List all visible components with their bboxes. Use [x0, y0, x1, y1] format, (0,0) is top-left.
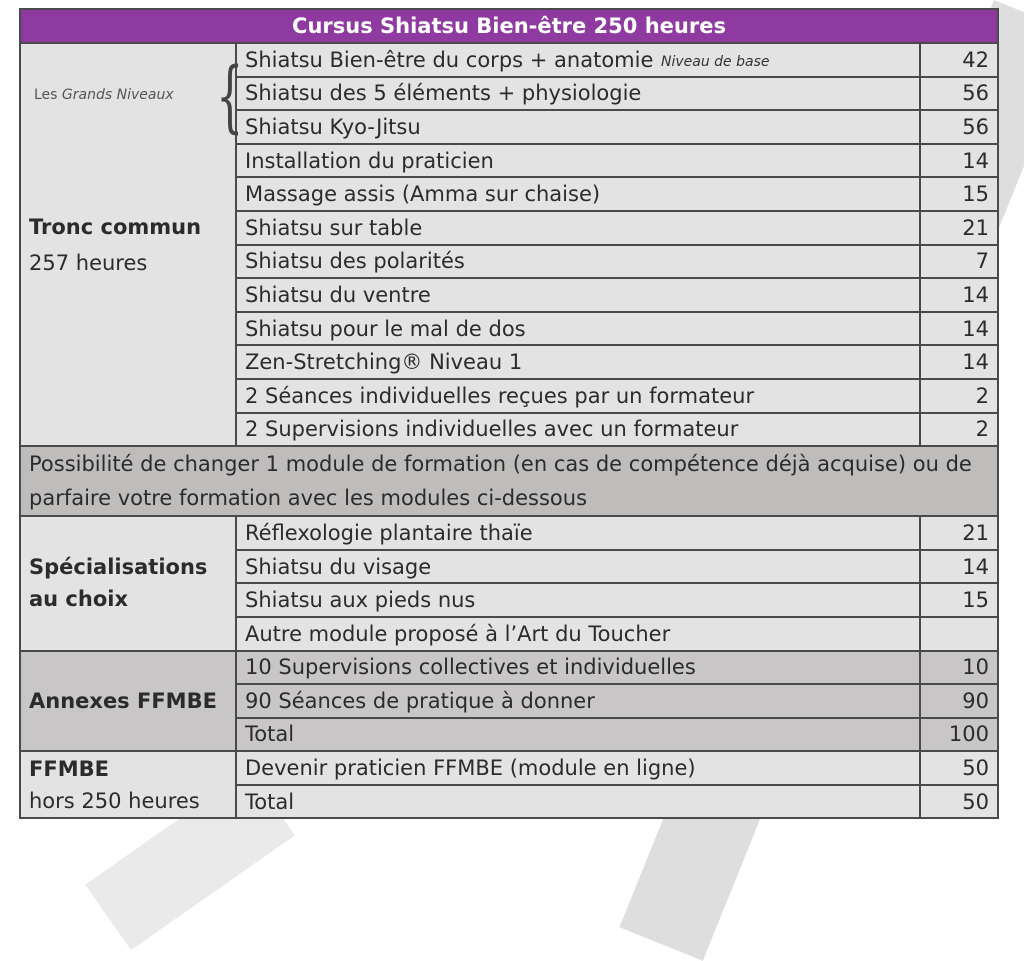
module-name: Shiatsu pour le mal de dos	[236, 312, 920, 346]
module-name: Zen-Stretching® Niveau 1	[236, 345, 920, 379]
module-name: Autre module proposé à l’Art du Toucher	[236, 617, 920, 651]
module-name: Devenir praticien FFMBE (module en ligne)	[236, 751, 920, 785]
specialisations-label-line2: au choix	[29, 587, 129, 612]
module-hours: 14	[920, 550, 998, 584]
module-name: Shiatsu Bien-être du corps + anatomie	[236, 43, 920, 77]
module-hours: 2	[920, 379, 998, 413]
tronc-commun-hours: 257 heures	[29, 250, 148, 275]
grands-niveaux-italic: Grands Niveaux	[61, 87, 174, 103]
specialisations-label-line1: Spécialisations	[29, 555, 208, 580]
module-name: 2 Séances individuelles reçues par un formateur	[236, 379, 920, 413]
module-hours: 14	[920, 144, 998, 178]
module-hours: 21	[920, 211, 998, 245]
niveau-de-base-note: Niveau de base	[661, 54, 770, 70]
module-hours	[920, 617, 998, 651]
total-label: Total	[236, 785, 920, 819]
annexes-cell	[20, 651, 236, 752]
table-row	[20, 751, 998, 785]
ffmbe-label: FFMBE	[29, 756, 109, 781]
module-hours: 2	[920, 413, 998, 447]
annexes-label: Annexes FFMBE	[29, 688, 217, 713]
module-hours: 21	[920, 516, 998, 550]
specialisations-cell	[20, 516, 236, 650]
module-name: Shiatsu aux pieds nus	[236, 583, 920, 617]
module-name: Réflexologie plantaire thaïe	[236, 516, 920, 550]
module-name: Massage assis (Amma sur chaise)	[236, 177, 920, 211]
module-hours: 14	[920, 278, 998, 312]
module-hours: 42	[920, 43, 998, 77]
total-hours: 50	[920, 785, 998, 819]
module-name: Shiatsu des 5 éléments + physiologie	[236, 77, 920, 111]
table-row	[20, 43, 998, 77]
module-hours: 56	[920, 77, 998, 111]
module-hours: 90	[920, 684, 998, 718]
grands-niveaux-label	[34, 87, 174, 103]
module-name: 10 Supervisions collectives et individuelles	[236, 651, 920, 685]
total-label: Total	[236, 718, 920, 752]
cursus-table	[19, 8, 999, 819]
module-hours: 10	[920, 651, 998, 685]
table-title: Cursus Shiatsu Bien-être 250 heures	[20, 9, 998, 43]
module-name: Shiatsu du visage	[236, 550, 920, 584]
module-name: Installation du praticien	[236, 144, 920, 178]
tronc-commun-label: Tronc commun	[29, 214, 202, 239]
title-row	[20, 9, 998, 43]
module-name: Shiatsu du ventre	[236, 278, 920, 312]
tronc-commun-cell	[20, 43, 236, 446]
module-name: Shiatsu des polarités	[236, 245, 920, 279]
module-hours: 15	[920, 583, 998, 617]
module-name: Shiatsu Kyo-Jitsu	[236, 110, 920, 144]
note-text: Possibilité de changer 1 module de formation (en cas de compétence déjà acquise) ou de parfaire votre formation avec les modules ci-dessous	[20, 446, 998, 516]
module-name: 2 Supervisions individuelles avec un formateur	[236, 413, 920, 447]
total-hours: 100	[920, 718, 998, 752]
module-hours: 14	[920, 312, 998, 346]
ffmbe-sub: hors 250 heures	[29, 788, 200, 813]
module-name: Shiatsu sur table	[236, 211, 920, 245]
curly-brace-icon: {	[216, 52, 244, 142]
table-row	[20, 516, 998, 550]
module-hours: 56	[920, 110, 998, 144]
module-hours: 15	[920, 177, 998, 211]
module-hours: 7	[920, 245, 998, 279]
module-name: 90 Séances de pratique à donner	[236, 684, 920, 718]
ffmbe-cell	[20, 751, 236, 818]
module-hours: 50	[920, 751, 998, 785]
module-hours: 14	[920, 345, 998, 379]
note-row	[20, 446, 998, 516]
grands-niveaux-prefix: Les	[34, 87, 58, 103]
table-row	[20, 651, 998, 685]
